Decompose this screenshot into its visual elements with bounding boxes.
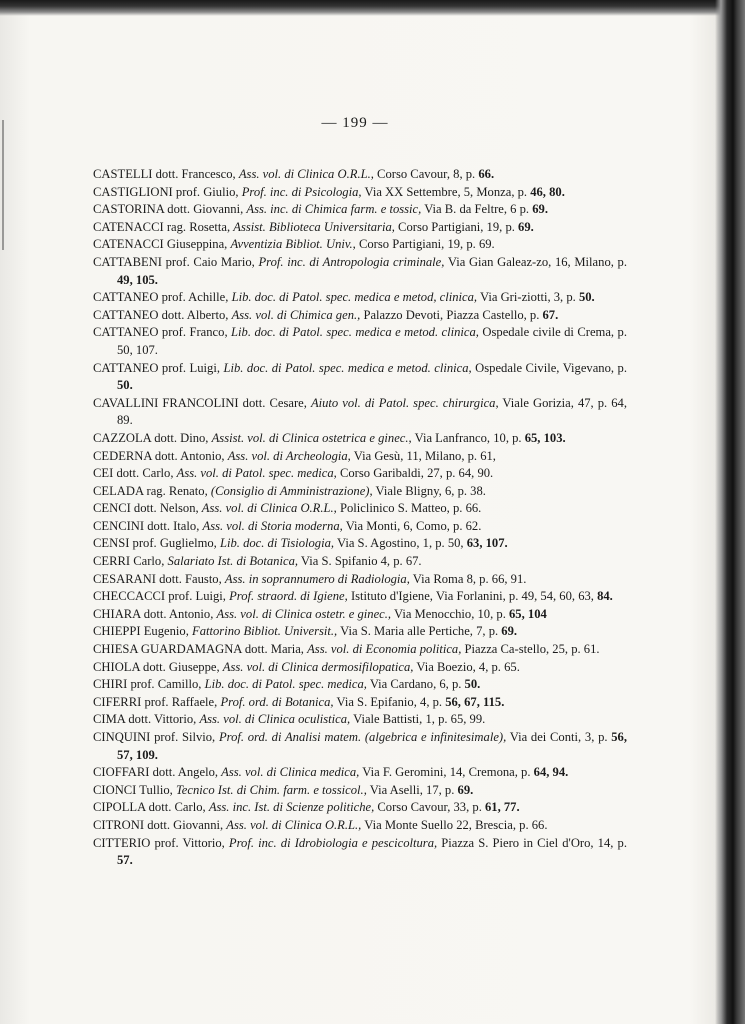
directory-entry (93, 307, 627, 325)
entry-name: CHIARA (93, 606, 141, 621)
entry-position: Assist. Biblioteca Universitaria, (233, 219, 395, 234)
entry-pages: 50. (461, 677, 481, 692)
directory-entry (93, 395, 627, 430)
entry-address: Via Monti, 6, Como, p. 62. (342, 518, 482, 533)
entry-address: Viale Gorizia, 47, p. 64, 89. (117, 395, 627, 428)
entry-rank: dott. Dino, (151, 430, 212, 445)
entry-name: CIOFFARI (93, 765, 150, 780)
directory-entry (93, 606, 627, 624)
directory-entries (93, 166, 627, 870)
entry-name: CATENACCI (93, 219, 164, 234)
entry-pages: 61, 77. (481, 800, 520, 815)
entry-name: CEDERNA (93, 448, 152, 463)
entry-address: Viale Battisti, 1, p. 65, 99. (350, 712, 486, 727)
entry-position: (Consiglio di Amministrazione), (210, 483, 373, 498)
entry-address: Corso Partigiani, 19, p. (394, 219, 515, 234)
entry-address: Via Boezio, 4, p. 65. (413, 659, 520, 674)
directory-entry (93, 500, 627, 518)
entry-pages: 67. (539, 307, 559, 322)
entry-name: CHIEPPI (93, 624, 141, 639)
entry-name: CATENACCI (93, 237, 164, 252)
entry-position: Lib. doc. di Patol. spec. medica e metod. clinica, (231, 325, 479, 340)
entry-name: CHIESA GUARDAMAGNA (93, 642, 242, 657)
entry-position: Ass. vol. di Clinica medica, (221, 765, 360, 780)
entry-pages: 46, 80. (527, 184, 565, 199)
entry-position: Tecnico Ist. di Chim. farm. e tossicol., (175, 782, 367, 797)
entry-name: CIPOLLA (93, 800, 146, 815)
entry-position: Ass. vol. di Archeologia, (227, 448, 351, 463)
entry-pages: 69. (529, 202, 548, 217)
directory-entry (93, 817, 627, 835)
directory-entry (93, 518, 627, 536)
entry-name: CHIRI (93, 677, 128, 692)
entry-pages: 49, 105. (117, 272, 158, 287)
directory-entry (93, 219, 627, 237)
entry-address: Piazza Ca-stello, 25, p. 61. (461, 642, 600, 657)
entry-position: Ass. vol. di Clinica O.R.L., (226, 817, 362, 832)
directory-entry (93, 465, 627, 483)
entry-rank: dott. Cesare, (238, 395, 311, 410)
entry-rank: rag. Renato, (143, 483, 211, 498)
entry-rank: Carlo, (130, 554, 168, 569)
entry-pages: 50. (575, 290, 595, 305)
entry-address: Via S. Agostino, 1, p. 50, (334, 536, 464, 551)
entry-address: Via Monte Suello 22, Brescia, p. 66. (361, 817, 548, 832)
entry-name: CEI (93, 466, 114, 481)
entry-pages: 64, 94. (530, 765, 569, 780)
entry-address: Via XX Settembre, 5, Monza, p. (361, 184, 528, 199)
directory-entry (93, 623, 627, 641)
entry-position: Ass. vol. di Clinica dermosifilopatica, (222, 659, 414, 674)
entry-position: Lib. doc. di Patol. spec. medica e metod, clinica, (231, 290, 478, 305)
entry-position: Prof. inc. di Psicologia, (241, 184, 362, 199)
directory-entry (93, 782, 627, 800)
entry-name: CAZZOLA (93, 430, 152, 445)
entry-address: Via B. da Feltre, 6 p. (421, 202, 530, 217)
directory-entry (93, 553, 627, 571)
entry-position: Prof. straord. di Igiene, (229, 589, 348, 604)
entry-name: CENSI (93, 536, 130, 551)
entry-name: CAVALLINI FRANCOLINI (93, 395, 239, 410)
entry-name: CINQUINI (93, 730, 151, 744)
directory-entry (93, 588, 627, 606)
entry-rank: prof. Raffaele, (141, 694, 221, 709)
directory-entry (93, 254, 627, 289)
entry-position: Ass. vol. di Economia politica, (307, 642, 462, 657)
entry-rank: dott. Antonio, (151, 448, 228, 463)
entry-name: CATTANEO (93, 325, 159, 340)
entry-position: Ass. vol. di Clinica ostetr. e ginec., (216, 606, 392, 621)
scan-left-mark (2, 120, 12, 250)
entry-name: CELADA (93, 483, 144, 498)
entry-position: Assist. vol. di Clinica ostetrica e ginec., (211, 430, 412, 445)
directory-entry (93, 430, 627, 448)
page-number: — 199 — (321, 115, 389, 131)
entry-position: Salariato Ist. di Botanica, (167, 554, 299, 569)
entry-position: Lib. doc. di Patol. spec. medica, (204, 677, 367, 692)
entry-pages: 69. (498, 624, 518, 639)
entry-name: CENCI (93, 501, 131, 516)
entry-name: CITTERIO (93, 835, 151, 850)
entry-position: Prof. inc. di Idrobiologia e pescicoltura, (228, 835, 438, 850)
entry-address: Piazza S. Piero in Ciel d'Oro, 14, p. (437, 835, 627, 850)
entry-position: Ass. inc. Ist. di Scienze politiche, (208, 800, 375, 815)
entry-rank: Giuseppina, (163, 237, 231, 252)
entry-address: Via Roma 8, p. 66, 91. (409, 571, 527, 586)
directory-entry (93, 641, 627, 659)
entry-position: Prof. ord. di Botanica, (220, 694, 334, 709)
entry-name: CIONCI (93, 782, 137, 797)
entry-position: Ass. vol. di Chimica gen., (231, 307, 361, 322)
entry-rank: dott. Carlo, (113, 466, 177, 481)
entry-pages: 56, 57, 109. (117, 730, 628, 762)
directory-entry (93, 360, 627, 395)
entry-name: CIFERRI (93, 694, 142, 709)
directory-entry (93, 711, 627, 729)
entry-address: Via Menocchio, 10, p. (391, 606, 506, 621)
entry-rank: dott. Alberto, (158, 307, 232, 322)
entry-address: Via Cardano, 6, p. (366, 677, 462, 692)
entry-rank: prof. Giulio, (172, 184, 242, 199)
entry-pages: 63, 107. (463, 536, 508, 551)
scan-top-edge (0, 0, 745, 16)
directory-entry (93, 289, 627, 307)
scan-binding-edge (715, 0, 745, 1024)
entry-name: CESARANI (93, 571, 156, 586)
entry-position: Aiuto vol. di Patol. spec. chirurgica, (310, 395, 499, 410)
entry-address: Palazzo Devoti, Piazza Castello, p. (360, 307, 540, 322)
entry-address: Via dei Conti, 3, p. (506, 730, 608, 744)
entry-name: CITRONI (93, 817, 145, 832)
entry-rank: dott. Giovanni, (144, 817, 227, 832)
entry-pages: 84. (593, 589, 613, 604)
entry-pages: 56, 67, 115. (442, 694, 505, 709)
entry-rank: dott. Giovanni, (164, 202, 247, 217)
directory-entry (93, 835, 627, 870)
entry-name: CERRI (93, 554, 131, 569)
entry-rank: Eugenio, (140, 624, 193, 639)
entry-rank: prof. Silvio, (150, 730, 219, 744)
entry-address: Policlinico S. Matteo, p. 66. (336, 501, 482, 516)
entry-rank: dott. Maria, (241, 642, 308, 657)
entry-position: Fattorino Bibliot. Universit., (192, 624, 338, 639)
entry-name: CATTANEO (93, 360, 159, 375)
directory-entry (93, 448, 627, 466)
entry-position: Prof. inc. di Antropologia criminale, (258, 254, 445, 269)
entry-name: CASTELLI (93, 167, 153, 181)
entry-rank: prof. Vittorio, (150, 835, 229, 850)
entry-position: Lib. doc. di Patol. spec. medica e metod. clinica, (223, 360, 472, 375)
entry-name: CHIOLA (93, 659, 140, 674)
directory-entry (93, 799, 627, 817)
entry-pages: 66. (475, 167, 495, 181)
entry-name: CATTABENI (93, 254, 162, 269)
entry-address: Via S. Maria alle Pertiche, 7, p. (337, 624, 499, 639)
directory-entry (93, 535, 627, 553)
entry-position: Ass. vol. di Clinica oculistica, (199, 712, 351, 727)
entry-name: CIMA (93, 712, 126, 727)
entry-rank: prof. Luigi, (165, 589, 230, 604)
entry-position: Ass. vol. di Clinica O.R.L., (201, 501, 337, 516)
entry-rank: dott. Giuseppe, (139, 659, 223, 674)
entry-rank: Tullio, (136, 782, 176, 797)
entry-address: Corso Cavour, 8, p. (373, 167, 476, 181)
entry-rank: dott. Italo, (144, 518, 203, 533)
entry-position: Ass. inc. di Chimica farm. e tossic, (246, 202, 422, 217)
entry-name: CHECCACCI (93, 589, 166, 604)
entry-rank: dott. Francesco, (152, 167, 239, 181)
entry-name: CATTANEO (93, 307, 159, 322)
entry-rank: dott. Antonio, (140, 606, 217, 621)
entry-pages: 50. (117, 378, 133, 393)
entry-pages: 69. (514, 219, 534, 234)
directory-entry (93, 571, 627, 589)
entry-position: Ass. vol. di Storia moderna, (202, 518, 343, 533)
entry-address: Ospedale Civile, Vigevano, p. (471, 360, 627, 375)
entry-address: Via F. Geromini, 14, Cremona, p. (359, 765, 531, 780)
entry-position: Lib. doc. di Tisiologia, (219, 536, 335, 551)
entry-address: Istituto d'Igiene, Via Forlanini, p. 49, 54, 60, 63, (347, 589, 594, 604)
directory-entry (93, 324, 627, 359)
entry-address: Via Gri-ziotti, 3, p. (477, 290, 576, 305)
directory-entry (93, 729, 627, 764)
directory-entry (93, 166, 627, 184)
entry-address: Via S. Epifanio, 4, p. (333, 694, 443, 709)
entry-name: CENCINI (93, 518, 145, 533)
entry-address: Via Lanfranco, 10, p. (411, 430, 522, 445)
entry-rank: dott. Angelo, (149, 765, 222, 780)
entry-rank: dott. Fausto, (155, 571, 225, 586)
entry-address: Via Gesù, 11, Milano, p. 61, (350, 448, 496, 463)
entry-rank: prof. Luigi, (158, 360, 224, 375)
entry-rank: prof. Caio Mario, (161, 254, 259, 269)
entry-name: CASTIGLIONI (93, 184, 173, 199)
entry-position: Avventizia Bibliot. Univ., (230, 237, 356, 252)
entry-name: CATTANEO (93, 290, 159, 305)
directory-entry (93, 201, 627, 219)
entry-address: Ospedale civile di Crema, p. 50, 107. (117, 325, 627, 357)
directory-entry (93, 694, 627, 712)
directory-entry (93, 184, 627, 202)
directory-entry (93, 483, 627, 501)
entry-pages: 65, 103. (521, 430, 566, 445)
entry-rank: dott. Nelson, (130, 501, 202, 516)
entry-address: Corso Garibaldi, 27, p. 64, 90. (336, 466, 494, 481)
entry-rank: prof. Camillo, (127, 677, 205, 692)
entry-rank: prof. Guglielmo, (129, 536, 220, 551)
entry-address: Corso Cavour, 33, p. (374, 800, 482, 815)
entry-rank: dott. Carlo, (145, 800, 209, 815)
entry-position: Ass. vol. di Patol. spec. medica, (176, 466, 337, 481)
directory-entry (93, 236, 627, 254)
directory-entry (93, 764, 627, 782)
directory-entry (93, 676, 627, 694)
entry-pages: 69. (454, 782, 474, 797)
entry-name: CASTORINA (93, 202, 165, 217)
entry-rank: rag. Rosetta, (163, 219, 234, 234)
entry-pages: 57. (117, 853, 133, 868)
entry-position: Ass. in soprannumero di Radiologia, (224, 571, 410, 586)
entry-rank: dott. Vittorio, (125, 712, 200, 727)
entry-position: Ass. vol. di Clinica O.R.L., (238, 167, 374, 181)
directory-entry (93, 659, 627, 677)
entry-address: Corso Partigiani, 19, p. 69. (355, 237, 495, 252)
entry-position: Prof. ord. di Analisi matem. (algebrica e infinitesimale), (218, 730, 507, 744)
entry-rank: prof. Franco, (158, 325, 232, 340)
entry-address: Viale Bligny, 6, p. 38. (372, 483, 486, 498)
entry-address: Via Aselli, 17, p. (366, 782, 455, 797)
entry-address: Via Gian Galeaz-zo, 16, Milano, p. (444, 254, 627, 269)
entry-rank: prof. Achille, (158, 290, 232, 305)
entry-address: Via S. Spifanio 4, p. 67. (298, 554, 422, 569)
entry-pages: 65, 104 (505, 606, 547, 621)
